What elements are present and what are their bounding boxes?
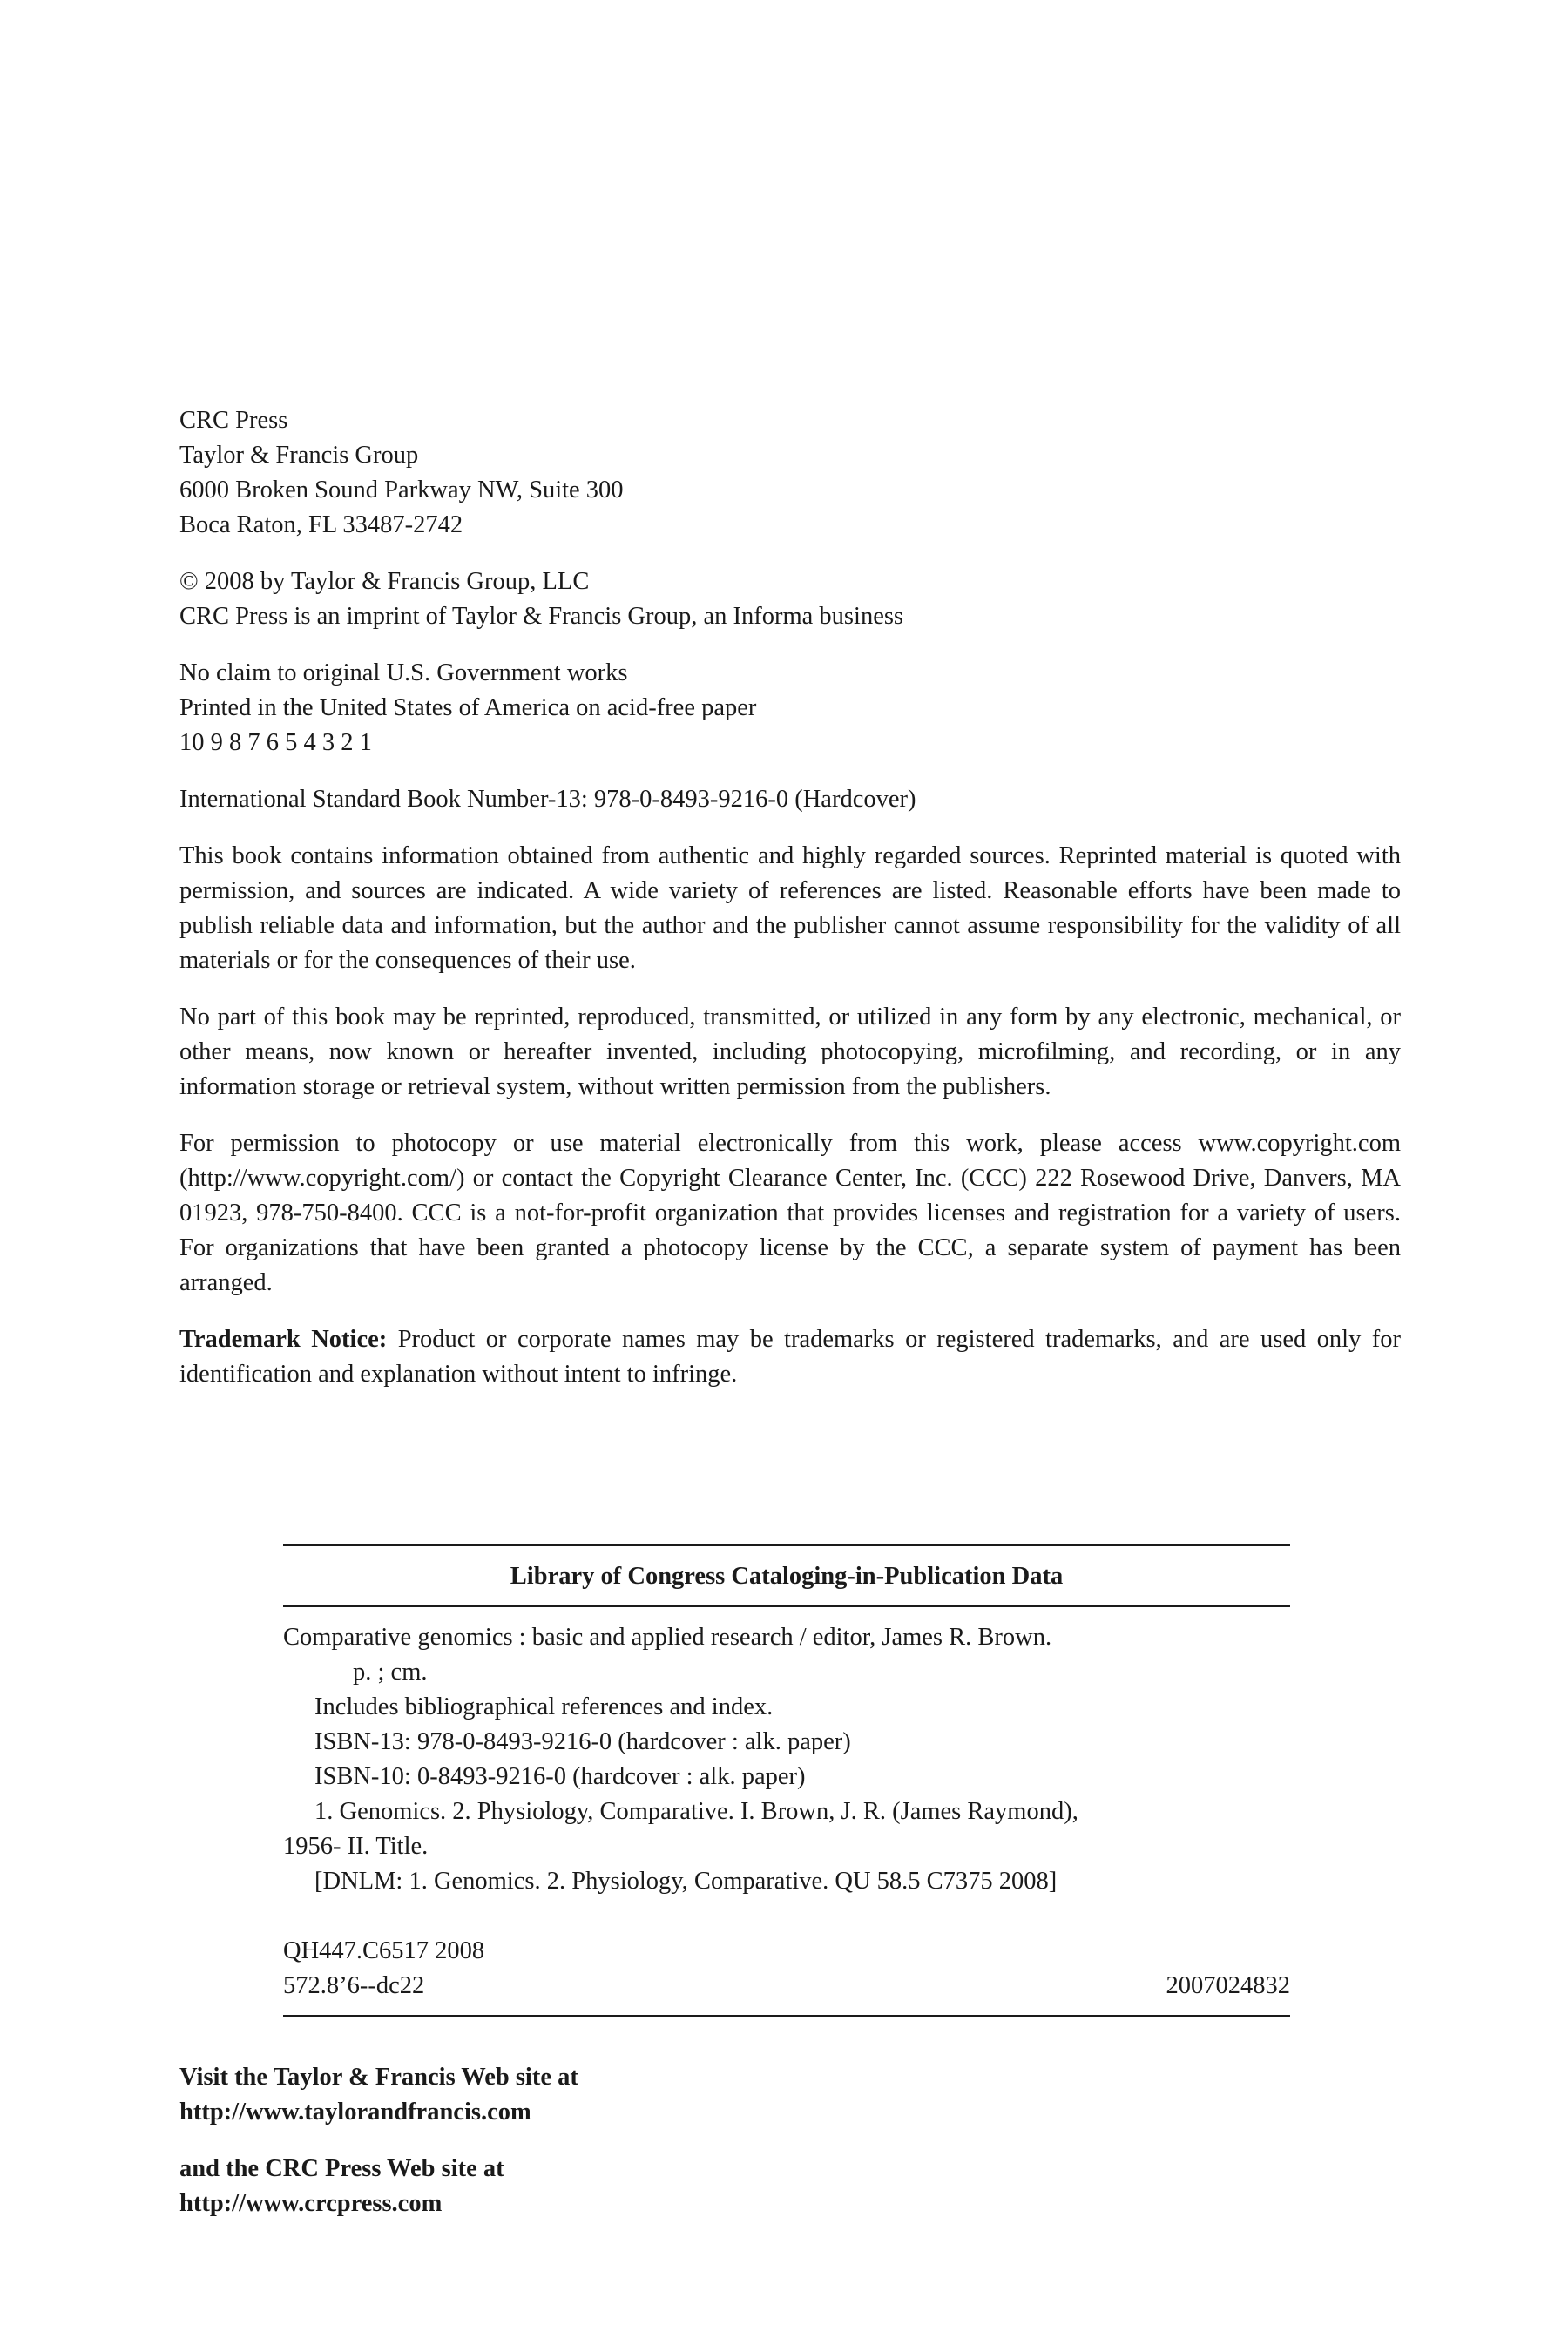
publisher-line: Taylor & Francis Group [179,442,419,469]
publisher-line: 6000 Broken Sound Parkway NW, Suite 300 [179,476,624,504]
cip-top-rule [283,1544,1290,1546]
trademark-label: Trademark Notice: [179,1326,388,1353]
cip-main-entry: Comparative genomics : basic and applied research / editor, James R. Brown. [283,1624,1052,1651]
cip-note: Includes bibliographical references and index. [314,1693,774,1720]
tf-website-block [179,2060,578,2130]
crc-website-link[interactable]: http://www.crcpress.com [179,2190,443,2217]
publisher-line: CRC Press [179,407,288,434]
cip-note: ISBN-13: 978-0-8493-9216-0 (hardcover : alk. paper) [314,1728,851,1755]
printing-info [179,656,1401,760]
cip-title-rule [283,1605,1290,1607]
copyright-page-body [179,403,1401,1392]
cip-title: Library of Congress Cataloging-in-Publication Data [510,1563,1064,1590]
copyright-line: © 2008 by Taylor & Francis Group, LLC [179,568,590,595]
cip-lc-call-number: QH447.C6517 2008 [283,1937,485,1964]
printing-line: No claim to original U.S. Government works [179,659,628,686]
publisher-line: Boca Raton, FL 33487-2742 [179,511,463,538]
cip-record [283,1620,1290,2004]
trademark-text: Product or corporate names may be trademarks or registered trademarks, and are used only for identification and explanation without intent to infringe. [179,1326,1401,1388]
crc-website-block [179,2152,504,2221]
printing-line: Printed in the United States of America on acid-free paper [179,694,757,721]
trademark-paragraph [179,1322,1401,1392]
cip-classification-row [283,1969,1290,2004]
cip-lccn: 2007024832 [1166,1972,1290,1999]
permission-paragraph: For permission to photocopy or use material electronically from this work, please access www.copyright.com (http://www.copyright.com/) or contact the Copyright Clearance Center, Inc. (CCC) 222 Rosewood Drive, Danvers, MA 01923, 978-750-8400. CCC is a not-for-profit organization that provides licenses and registration for a variety of users. For organizations that have been granted a photocopy license by the CCC, a separate system of payment has been arranged. [179,1130,1401,1296]
copyright-notice [179,564,1401,634]
cip-continuation: 1956- II. Title. [283,1833,429,1860]
copyright-line: CRC Press is an imprint of Taylor & Francis Group, an Informa business [179,603,904,630]
tf-website-label: Visit the Taylor & Francis Web site at [179,2064,578,2091]
tf-website-link[interactable]: http://www.taylorandfrancis.com [179,2099,531,2126]
cip-dewey: 572.8’6--dc22 [283,1972,425,1999]
publisher-address [179,403,1401,543]
isbn-line: International Standard Book Number-13: 978-0-8493-9216-0 (Hardcover) [179,786,916,813]
crc-website-label: and the CRC Press Web site at [179,2155,504,2182]
cip-note: ISBN-10: 0-8493-9216-0 (hardcover : alk. paper) [314,1763,806,1790]
printing-line: 10 9 8 7 6 5 4 3 2 1 [179,729,372,756]
reproduction-paragraph: No part of this book may be reprinted, reproduced, transmitted, or utilized in any form by any electronic, mechanical, or other means, now known or hereafter invented, including photocopying, microfilming, and recording, or in any information storage or retrieval system, without written permission from the publishers. [179,1004,1401,1100]
cip-note: 1. Genomics. 2. Physiology, Comparative. I. Brown, J. R. (James Raymond), [314,1798,1078,1825]
cip-physical: p. ; cm. [353,1659,428,1686]
cip-bottom-rule [283,2015,1290,2017]
sources-paragraph: This book contains information obtained from authentic and highly regarded sources. Reprinted material is quoted with permission, and sources are indicated. A wide variety of references are listed. Reasonable efforts have been made to publish reliable data and information, but the author and the publisher cannot assume responsibility for the validity of all materials or for the consequences of their use. [179,842,1401,974]
cip-dnlm: [DNLM: 1. Genomics. 2. Physiology, Comparative. QU 58.5 C7375 2008] [314,1868,1058,1895]
